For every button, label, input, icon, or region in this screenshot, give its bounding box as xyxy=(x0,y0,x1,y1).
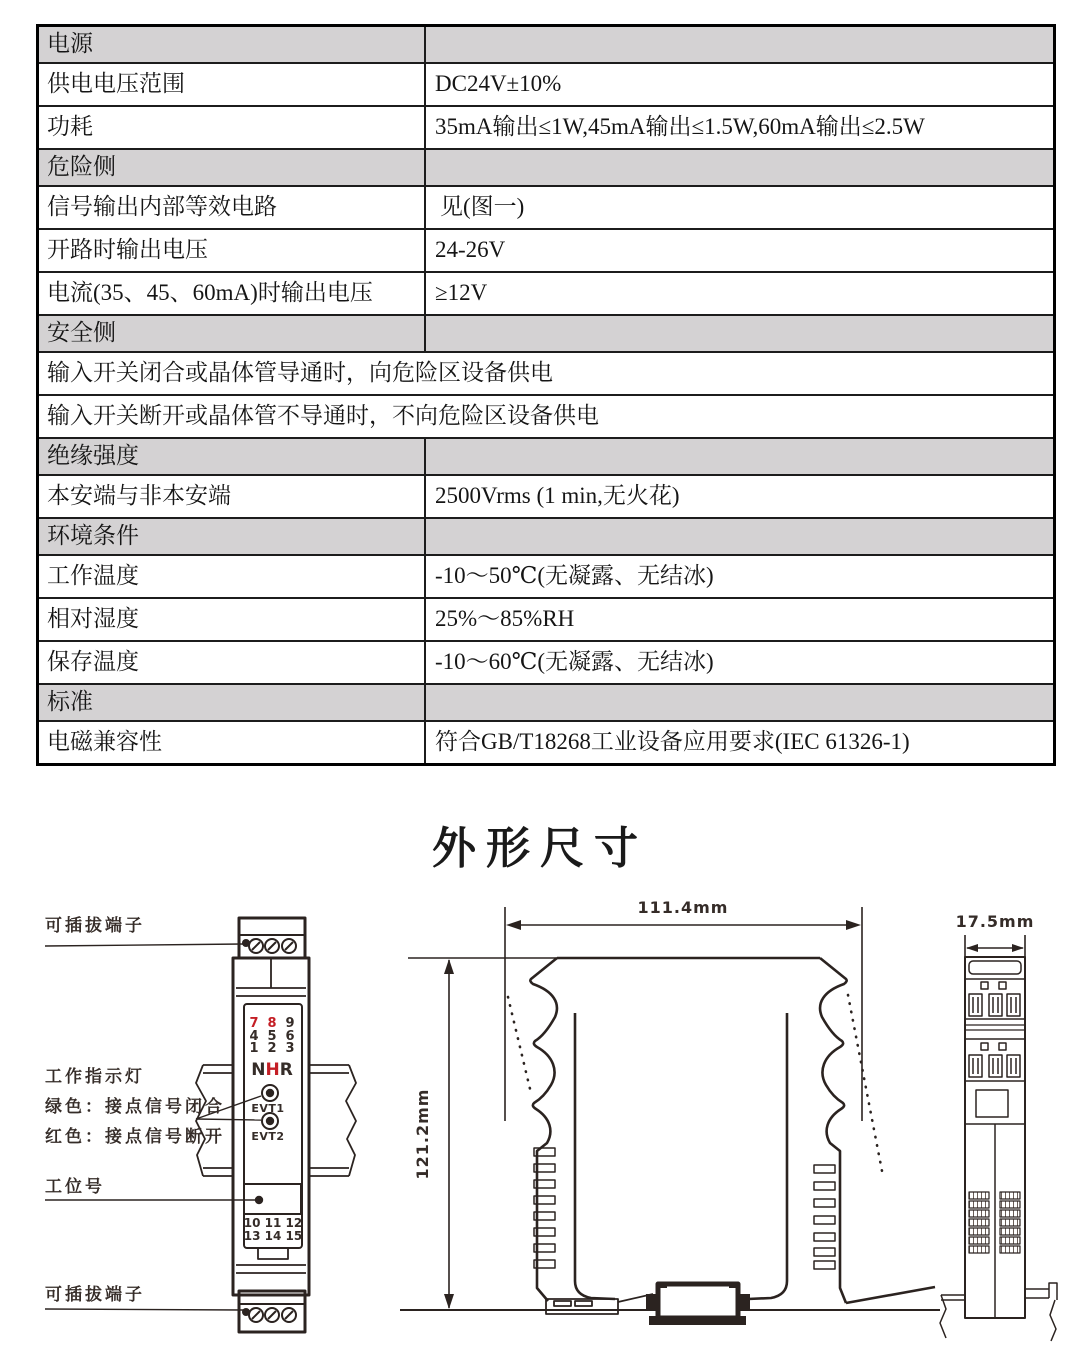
depth-dim-label: 17.5mm xyxy=(955,912,1035,931)
section-label: 电源 xyxy=(39,27,426,62)
spec-key: 保存温度 xyxy=(39,642,426,683)
vent-slots xyxy=(534,1148,835,1269)
page-title: 外形尺寸 xyxy=(432,823,648,874)
spec-value: -10～50℃(无凝露、无结冰) xyxy=(435,563,714,589)
spec-key: 本安端与非本安端 xyxy=(39,476,426,517)
spec-table xyxy=(36,24,1056,766)
spec-key: 供电电压范围 xyxy=(39,64,426,105)
leader-dot xyxy=(242,939,250,947)
bottom-terminal-block xyxy=(239,1291,305,1332)
top-terminal-block xyxy=(239,918,305,958)
spec-key: 相对湿度 xyxy=(39,599,426,640)
spec-section-row xyxy=(39,683,1053,720)
svg-text:7: 7 xyxy=(249,1016,259,1031)
svg-text:10 11 12: 10 11 12 xyxy=(243,1216,303,1230)
spec-value: 24-26V xyxy=(435,237,506,263)
spec-section-row xyxy=(39,437,1053,474)
section-label: 危险侧 xyxy=(39,150,426,185)
screw-icon xyxy=(249,939,296,953)
label-bottom-terminal: 可插拔端子 xyxy=(45,1285,145,1305)
label-tag: 工位号 xyxy=(45,1177,105,1197)
svg-text:13 14 15: 13 14 15 xyxy=(243,1229,303,1243)
section-empty-cell xyxy=(426,150,1053,185)
svg-text:3: 3 xyxy=(285,1041,295,1056)
svg-text:5: 5 xyxy=(267,1029,277,1044)
spec-fullwidth-row xyxy=(39,394,1053,437)
spec-section-row xyxy=(39,517,1053,554)
front-view xyxy=(45,915,356,1332)
spec-row xyxy=(39,474,1053,517)
svg-text:4: 4 xyxy=(249,1029,259,1044)
label-indicator-green: 绿色：接点信号闭合 xyxy=(45,1097,225,1117)
din-rail-section xyxy=(940,1283,1057,1341)
panel-tab xyxy=(258,1248,288,1259)
module-top-outline xyxy=(965,957,1025,1318)
spec-value: -10～60℃(无凝露、无结冰) xyxy=(435,649,714,675)
spec-row xyxy=(39,554,1053,597)
width-dim-label: 111.4mm xyxy=(637,898,729,917)
terminal-number-grid-bottom xyxy=(244,1216,302,1243)
spec-statement: 输入开关闭合或晶体管导通时，向危险区设备供电 xyxy=(47,360,553,386)
spec-key: 电磁兼容性 xyxy=(39,722,426,763)
section-label: 安全侧 xyxy=(39,316,426,351)
housing-profile xyxy=(530,958,935,1303)
status-led-evt1 xyxy=(262,1085,278,1101)
label-top-terminal: 可插拔端子 xyxy=(45,916,145,936)
spec-statement: 输入开关断开或晶体管不导通时，不向危险区设备供电 xyxy=(47,403,599,429)
spec-section-row xyxy=(39,314,1053,351)
spec-key: 电流(35、45、60mA)时输出电压 xyxy=(39,273,426,314)
spec-key: 开路时输出电压 xyxy=(39,230,426,271)
section-empty-cell xyxy=(426,519,1053,554)
spec-row xyxy=(39,62,1053,105)
dimension-drawings xyxy=(0,891,1080,1371)
label-indicator-red: 红色：接点信号断开 xyxy=(45,1127,225,1147)
section-label: 绝缘强度 xyxy=(39,439,426,474)
section-label: 标准 xyxy=(39,685,426,720)
spec-value: 见(图一) xyxy=(440,194,525,220)
svg-text:9: 9 xyxy=(285,1016,295,1031)
leader-dot xyxy=(255,1196,263,1204)
svg-text:1: 1 xyxy=(249,1041,259,1056)
section-empty-cell xyxy=(426,27,1053,62)
side-view xyxy=(400,898,940,1325)
section-label: 环境条件 xyxy=(39,519,426,554)
spec-value: 符合GB/T18268工业设备应用要求(IEC 61326-1) xyxy=(435,729,910,755)
spec-row xyxy=(39,228,1053,271)
spec-row xyxy=(39,105,1053,148)
spec-value: 2500Vrms (1 min,无火花) xyxy=(435,483,680,509)
spec-value: DC24V±10% xyxy=(435,71,562,97)
height-dim-label: 121.2mm xyxy=(413,1088,432,1180)
spec-section-row xyxy=(39,27,1053,62)
screw-icon xyxy=(249,1308,296,1322)
spec-key: 信号输出内部等效电路 xyxy=(39,187,426,228)
top-view xyxy=(940,912,1057,1341)
spec-fullwidth-row xyxy=(39,351,1053,394)
spec-key: 工作温度 xyxy=(39,556,426,597)
spec-value: 35mA输出≤1W,45mA输出≤1.5W,60mA输出≤2.5W xyxy=(435,114,925,140)
status-led-evt2 xyxy=(262,1113,278,1129)
led1-label: EVT1 xyxy=(251,1102,285,1115)
width-dimension xyxy=(505,907,862,1121)
spec-key: 功耗 xyxy=(39,107,426,148)
leader-dot xyxy=(242,1308,250,1316)
module-body xyxy=(233,958,309,1295)
label-indicator-title: 工作指示灯 xyxy=(45,1067,145,1087)
din-clamp-block xyxy=(646,1282,750,1325)
svg-text:2: 2 xyxy=(267,1041,277,1056)
section-empty-cell xyxy=(426,685,1053,720)
terminal-number-grid-top xyxy=(249,1016,294,1056)
svg-text:6: 6 xyxy=(285,1029,295,1044)
nhr-logo: NHR xyxy=(251,1060,293,1080)
spec-value: ≥12V xyxy=(435,280,488,306)
spec-section-row xyxy=(39,148,1053,185)
led2-label: EVT2 xyxy=(251,1130,285,1143)
section-empty-cell xyxy=(426,439,1053,474)
spec-row xyxy=(39,597,1053,640)
spec-row xyxy=(39,185,1053,228)
tag-window xyxy=(244,1184,301,1214)
spec-row xyxy=(39,640,1053,683)
spec-row xyxy=(39,720,1053,763)
spec-value: 25%～85%RH xyxy=(435,606,575,632)
section-empty-cell xyxy=(426,316,1053,351)
spec-row xyxy=(39,271,1053,314)
svg-text:8: 8 xyxy=(267,1016,277,1031)
din-rail-front xyxy=(196,1065,356,1176)
